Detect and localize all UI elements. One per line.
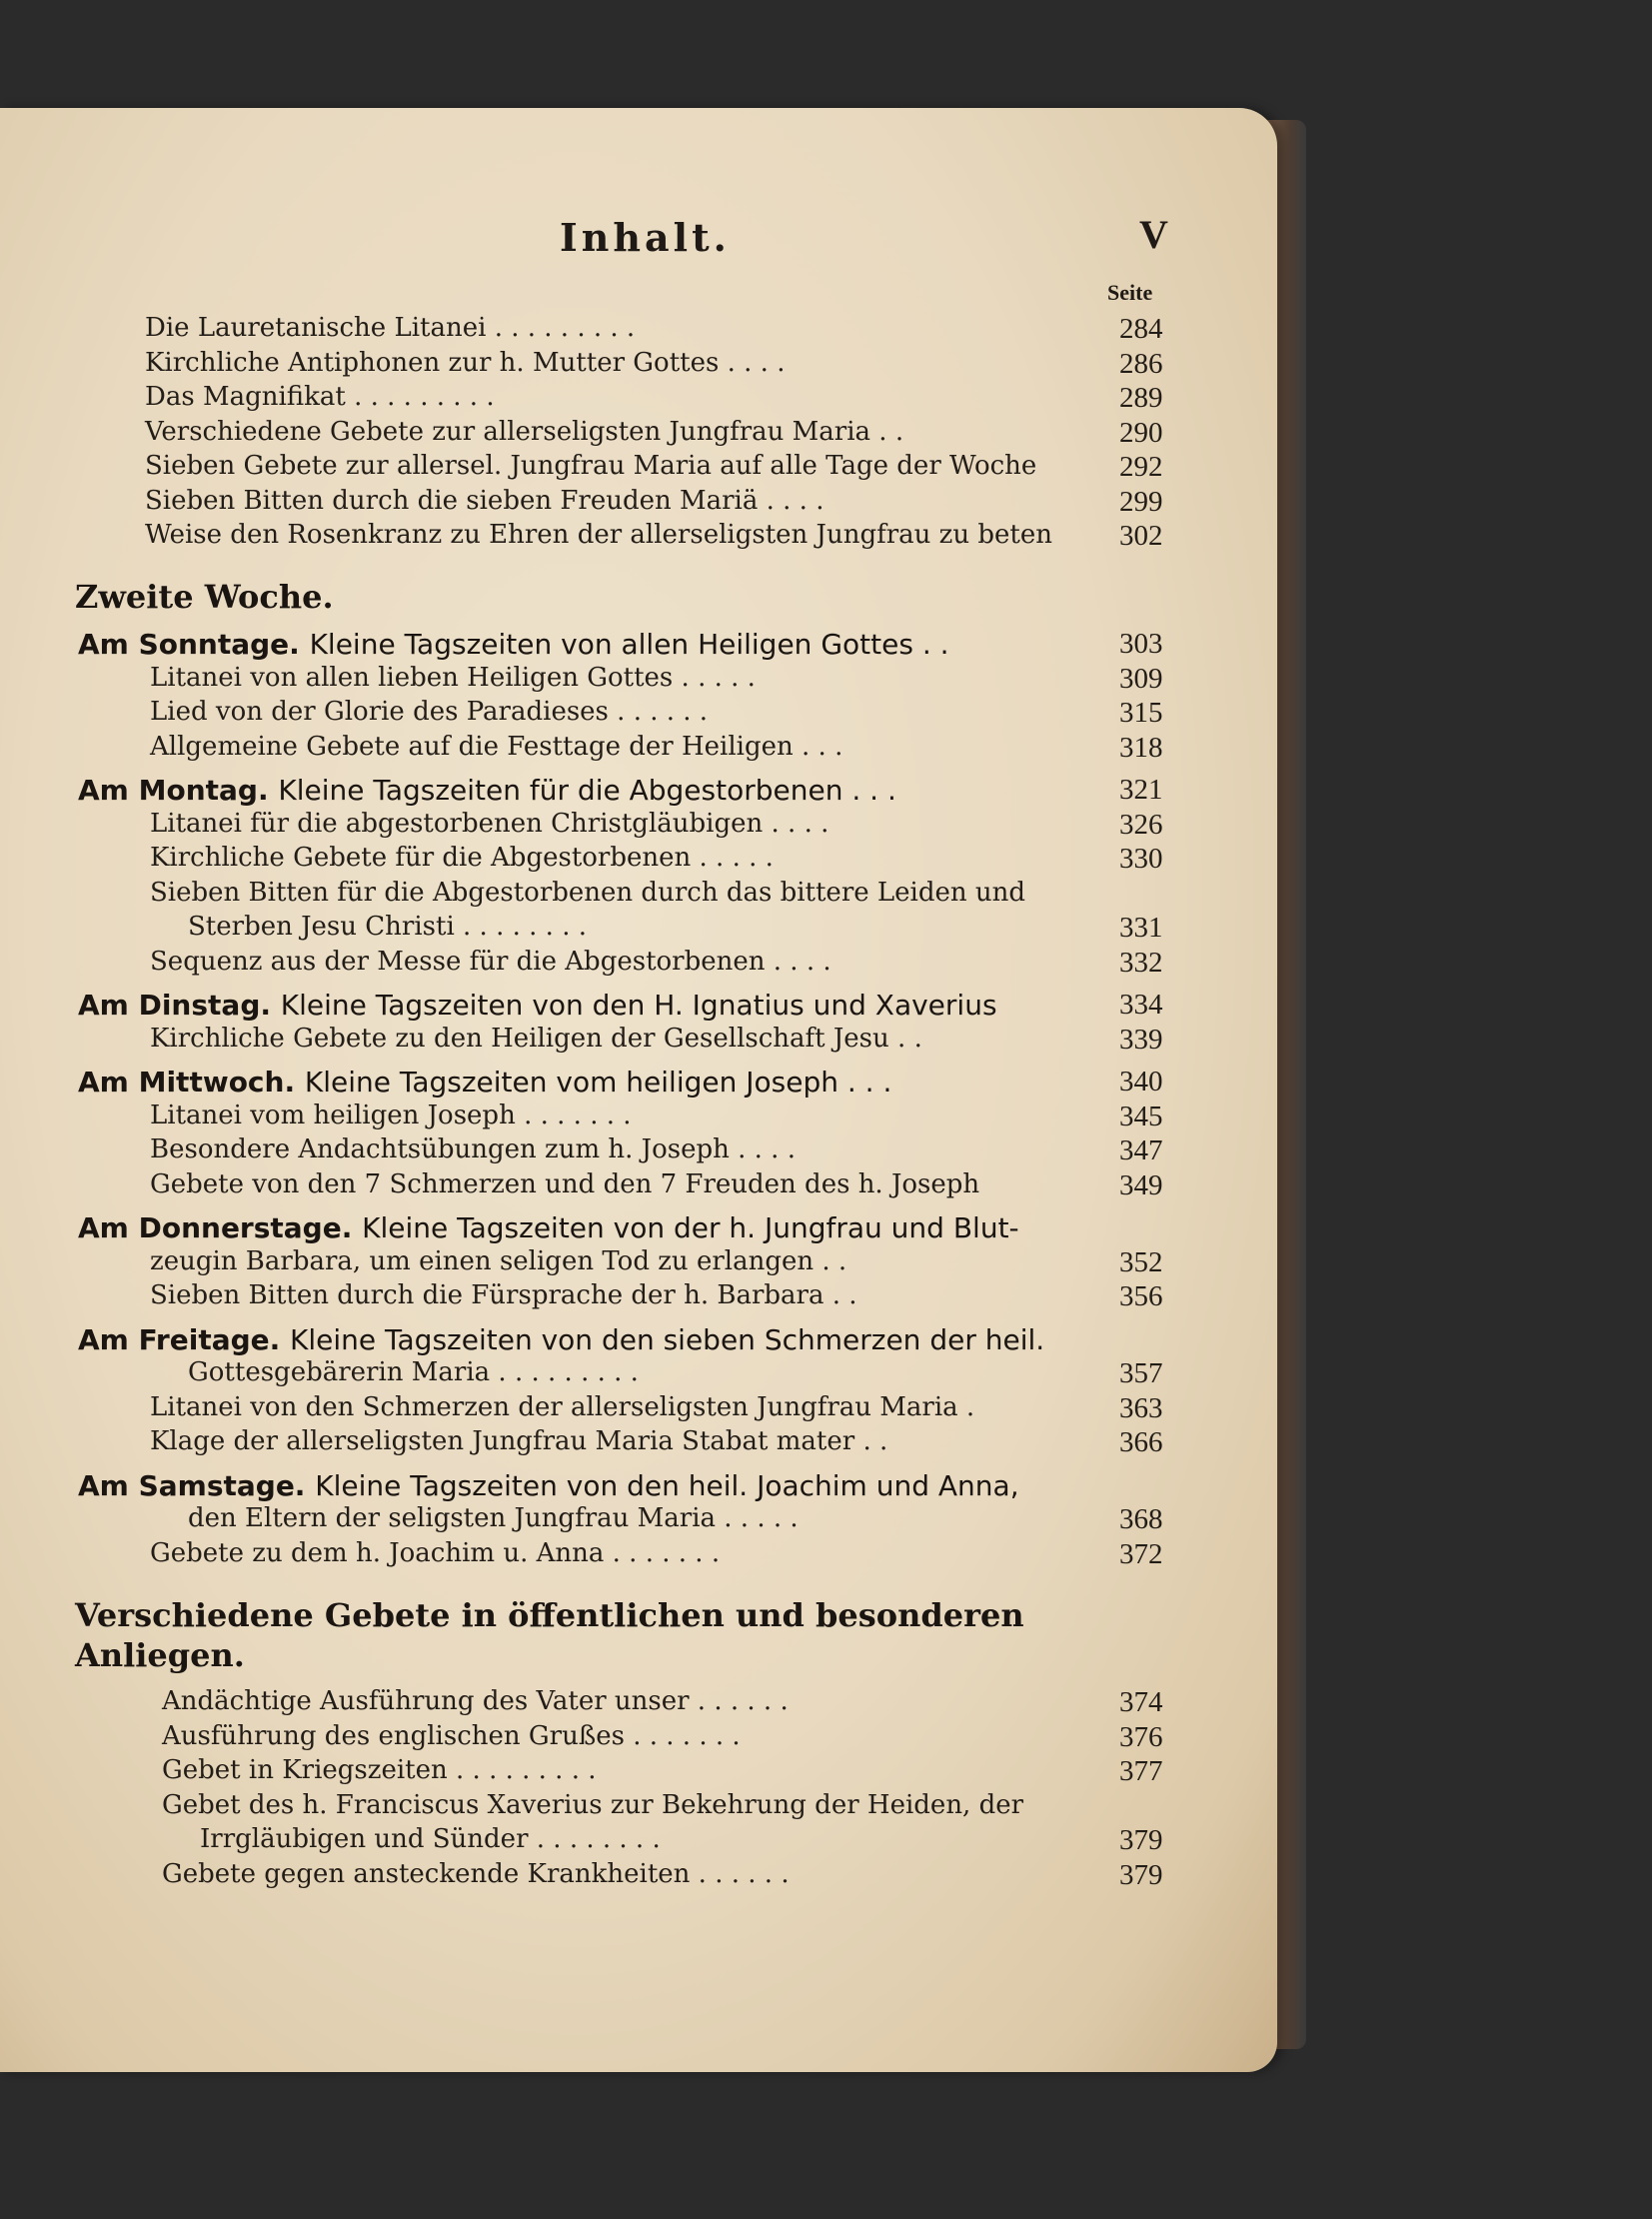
- toc-entry: [0, 809, 1199, 845]
- toc-entry-title: Ausführung des englischen Grußes . . . . . . .: [162, 1720, 741, 1751]
- section-heading-misc: Verschiedene Gebete in öffentlichen und besonderen: [75, 1596, 1024, 1634]
- toc-entry-page: 366: [1119, 1426, 1163, 1458]
- toc-entry-title: Sequenz aus der Messe für die Abgestorbenen . . . .: [150, 946, 831, 977]
- toc-entry-title: Kirchliche Gebete zu den Heiligen der Gesellschaft Jesu . .: [150, 1023, 922, 1054]
- toc-entry-title: Litanei für die abgestorbenen Christgläubigen . . . .: [150, 808, 829, 839]
- day-first-entry: Kleine Tagszeiten von den sieben Schmerzen der heil.: [290, 1322, 1045, 1356]
- toc-entry: [0, 1824, 1199, 1860]
- day-entry: [0, 1211, 1199, 1247]
- toc-entry-page: 286: [1119, 347, 1163, 380]
- toc-entry-page: 330: [1119, 843, 1163, 875]
- toc-entry-page: 284: [1119, 313, 1163, 345]
- page-column-label: Seite: [1107, 280, 1153, 305]
- toc-entry-page: 321: [1119, 774, 1163, 806]
- toc-entry-page: 377: [1119, 1755, 1163, 1787]
- toc-entry-page: 289: [1119, 382, 1163, 414]
- day-entry: [0, 774, 1199, 810]
- toc-entry: [0, 1503, 1199, 1539]
- toc-entry: [0, 1280, 1199, 1316]
- toc-entry: [0, 1755, 1199, 1791]
- toc-entry: [0, 1169, 1199, 1205]
- toc-entry: [0, 451, 1199, 487]
- toc-entry-title: Litanei von den Schmerzen der allerseligsten Jungfrau Maria .: [150, 1391, 975, 1422]
- toc-entry-page: 352: [1119, 1245, 1163, 1278]
- toc-entry-page: 302: [1119, 520, 1163, 552]
- toc-entry-page: 331: [1119, 912, 1163, 944]
- toc-entry-title: Gebete gegen ansteckende Krankheiten . . . . . .: [162, 1858, 790, 1889]
- day-entry: [0, 1066, 1199, 1102]
- toc-entry-title: den Eltern der seligsten Jungfrau Maria . . . . .: [188, 1503, 799, 1533]
- toc-entry-page: 349: [1119, 1168, 1163, 1201]
- day-entry: [0, 628, 1199, 664]
- toc-entry-page: 334: [1119, 989, 1163, 1021]
- toc-entry-page: 368: [1119, 1503, 1163, 1535]
- toc-entry: [0, 348, 1199, 384]
- toc-entry: [0, 382, 1199, 418]
- toc-entry-page: 379: [1119, 1824, 1163, 1856]
- toc-entry: [0, 1426, 1199, 1462]
- toc-entry-title: Lied von der Glorie des Paradieses . . . . . .: [150, 697, 709, 727]
- toc-entry: [0, 663, 1199, 699]
- toc-entry-page: 379: [1119, 1858, 1163, 1891]
- toc-entry-page: 318: [1119, 731, 1163, 764]
- day-label: Am Freitage.: [78, 1322, 291, 1356]
- toc-entry: [0, 1790, 1199, 1826]
- toc-entry-page: 290: [1119, 416, 1163, 449]
- toc-entry-title: Andächtige Ausführung des Vater unser . . . . . .: [162, 1686, 789, 1716]
- toc-entry-page: 292: [1119, 451, 1163, 483]
- page-title: Inhalt.: [560, 215, 731, 260]
- toc-entry-title: Die Lauretanische Litanei . . . . . . . . .: [145, 313, 636, 343]
- toc-entry: [0, 732, 1199, 768]
- toc-entry-page: 340: [1119, 1066, 1163, 1098]
- day-label: Am Mittwoch.: [78, 1066, 305, 1099]
- toc-entry-page: 326: [1119, 808, 1163, 841]
- toc-entry: [0, 947, 1199, 983]
- toc-entry: [0, 520, 1199, 556]
- toc-entry-page: 347: [1119, 1134, 1163, 1166]
- toc-entry: [0, 417, 1199, 453]
- toc-entry-title: Gebete von den 7 Schmerzen und den 7 Freuden des h. Joseph: [150, 1168, 980, 1199]
- toc-entry-page: 315: [1119, 697, 1163, 729]
- toc-entry: [0, 878, 1199, 914]
- toc-entry: [0, 912, 1199, 948]
- day-entry: [0, 1469, 1199, 1505]
- page-numeral: V: [1139, 212, 1168, 257]
- toc-entry-page: 363: [1119, 1391, 1163, 1424]
- day-first-entry: Kleine Tagszeiten von allen Heiligen Gottes . .: [309, 628, 949, 661]
- toc-entry: [0, 1721, 1199, 1757]
- day-first-entry: Kleine Tagszeiten von den heil. Joachim und Anna,: [315, 1468, 1019, 1502]
- toc-entry-page: 374: [1119, 1686, 1163, 1718]
- toc-entry: [0, 1859, 1199, 1895]
- section-heading-week-two: Zweite Woche.: [75, 578, 334, 616]
- toc-entry: [0, 1392, 1199, 1428]
- toc-entry-title: Gebet des h. Franciscus Xaverius zur Bekehrung der Heiden, der: [162, 1789, 1024, 1820]
- toc-entry-title: Gebete zu dem h. Joachim u. Anna . . . . . . .: [150, 1537, 721, 1568]
- day-first-entry: Kleine Tagszeiten vom heiligen Joseph . . .: [304, 1066, 892, 1099]
- toc-entry: [0, 313, 1199, 349]
- toc-entry-title: Litanei vom heiligen Joseph . . . . . . .: [150, 1100, 632, 1130]
- toc-entry-title: Klage der allerseligsten Jungfrau Maria Stabat mater . .: [150, 1426, 888, 1456]
- day-label: Am Donnerstage.: [78, 1211, 363, 1244]
- toc-entry-title: Allgemeine Gebete auf die Festtage der Heiligen . . .: [150, 731, 843, 762]
- toc-entry-title: Das Magnifikat . . . . . . . . .: [145, 382, 495, 412]
- toc-entry-page: 339: [1119, 1023, 1163, 1056]
- day-label: Am Samstage.: [78, 1468, 316, 1502]
- toc-entry-title: Sterben Jesu Christi . . . . . . . .: [188, 912, 588, 942]
- toc-entry-title: Sieben Bitten für die Abgestorbenen durch das bittere Leiden und: [150, 877, 1026, 908]
- toc-entry-page: 345: [1119, 1100, 1163, 1132]
- toc-entry-title: Litanei von allen lieben Heiligen Gottes . . . . .: [150, 662, 756, 693]
- toc-entry-title: Gebet in Kriegszeiten . . . . . . . . .: [162, 1755, 597, 1785]
- toc-entry: [0, 1101, 1199, 1136]
- day-entry: [0, 1323, 1199, 1359]
- day-label: Am Sonntage.: [78, 628, 310, 661]
- toc-entry: [0, 1538, 1199, 1574]
- toc-entry-title: Gottesgebärerin Maria . . . . . . . . .: [188, 1357, 639, 1387]
- book-page: [0, 108, 1277, 2072]
- toc-entry: [0, 1357, 1199, 1393]
- toc-entry-title: Irrgläubigen und Sünder . . . . . . . .: [200, 1824, 661, 1854]
- toc-entry-page: 356: [1119, 1280, 1163, 1312]
- day-first-entry: Kleine Tagszeiten von der h. Jungfrau und Blut-: [362, 1211, 1019, 1244]
- toc-entry-page: 357: [1119, 1357, 1163, 1389]
- toc-entry: [0, 1134, 1199, 1170]
- toc-entry-page: 376: [1119, 1720, 1163, 1753]
- toc-entry-page: 309: [1119, 662, 1163, 695]
- toc-entry-title: Weise den Rosenkranz zu Ehren der allerseligsten Jungfrau zu beten: [145, 520, 1052, 550]
- toc-entry-title: Kirchliche Gebete für die Abgestorbenen . . . . .: [150, 843, 774, 873]
- day-entry: [0, 989, 1199, 1025]
- toc-entry-title: Sieben Gebete zur allersel. Jungfrau Maria auf alle Tage der Woche: [145, 451, 1037, 481]
- toc-entry: [0, 1246, 1199, 1282]
- toc-entry-title: Verschiedene Gebete zur allerseligsten Jungfrau Maria . .: [145, 416, 904, 447]
- toc-entry: [0, 486, 1199, 522]
- toc-entry: [0, 843, 1199, 879]
- toc-entry-title: Besondere Andachtsübungen zum h. Joseph . . . .: [150, 1134, 796, 1164]
- toc-entry-title: zeugin Barbara, um einen seligen Tod zu erlangen . .: [150, 1245, 847, 1276]
- toc-entry-page: 372: [1119, 1537, 1163, 1570]
- toc-entry: [0, 1024, 1199, 1060]
- day-first-entry: Kleine Tagszeiten von den H. Ignatius und Xaverius: [280, 989, 997, 1022]
- day-label: Am Dinstag.: [78, 989, 281, 1022]
- toc-entry-page: 303: [1119, 628, 1163, 660]
- toc-entry-title: Kirchliche Antiphonen zur h. Mutter Gottes . . . .: [145, 347, 786, 378]
- toc-entry: [0, 1686, 1199, 1722]
- toc-entry-title: Sieben Bitten durch die sieben Freuden Mariä . . . .: [145, 485, 825, 516]
- toc-entry: [0, 697, 1199, 733]
- toc-entry-page: 299: [1119, 485, 1163, 518]
- day-label: Am Montag.: [78, 774, 279, 807]
- day-first-entry: Kleine Tagszeiten für die Abgestorbenen . . .: [278, 774, 896, 807]
- section-heading-misc-continued: Anliegen.: [75, 1636, 245, 1674]
- toc-entry-page: 332: [1119, 946, 1163, 979]
- toc-entry-title: Sieben Bitten durch die Fürsprache der h. Barbara . .: [150, 1280, 857, 1310]
